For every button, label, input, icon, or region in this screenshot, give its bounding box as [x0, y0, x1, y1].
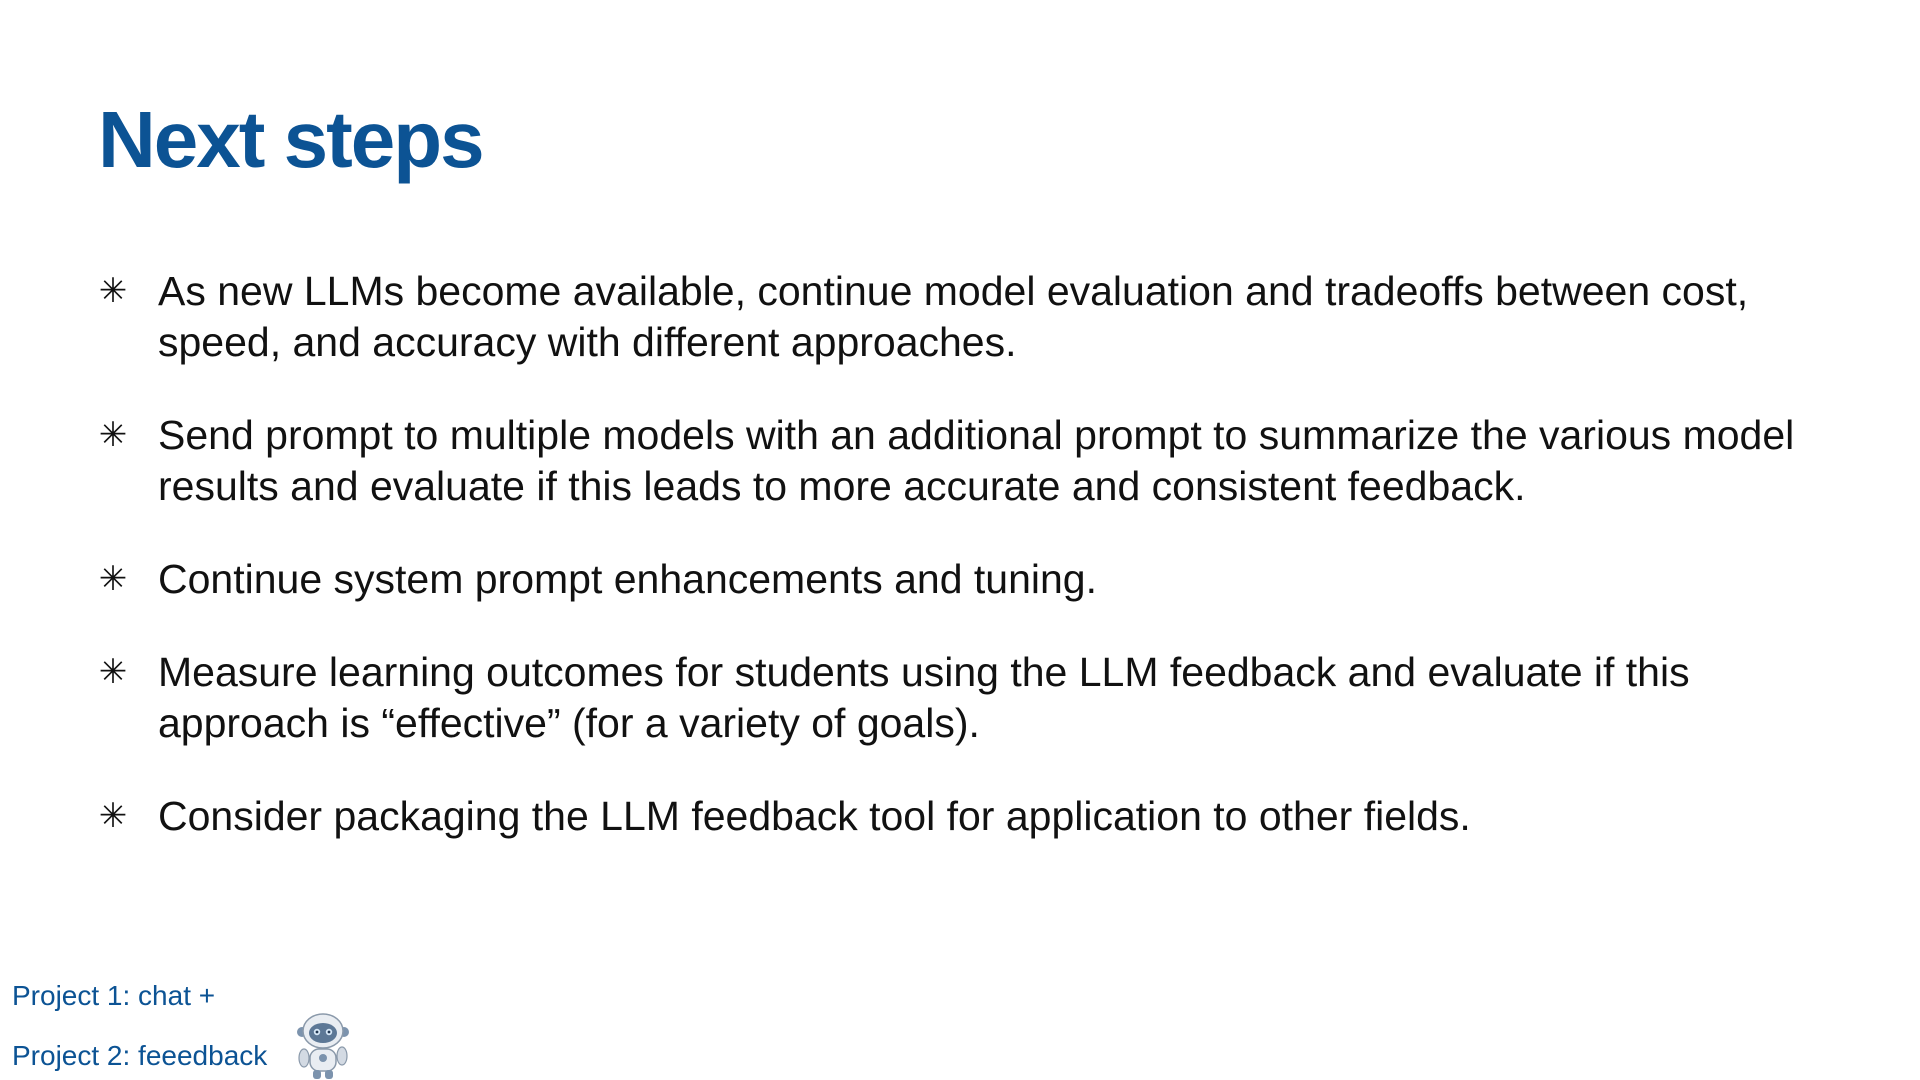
bullet-text: As new LLMs become available, continue model evaluation and tradeoffs between cost, speed, and accuracy with different approaches.: [158, 268, 1749, 365]
bullet-item: [98, 410, 1858, 512]
slide-title: Next steps: [98, 95, 483, 184]
bullet-list: [98, 266, 1858, 884]
bullet-text: Continue system prompt enhancements and tuning.: [158, 556, 1097, 602]
project-1-link[interactable]: Project 1: chat +: [12, 980, 216, 1011]
bullet-item: [98, 791, 1858, 842]
bullet-text: Send prompt to multiple models with an additional prompt to summarize the various model results and evaluate if this leads to more accurate and consistent feedback.: [158, 412, 1795, 509]
asterisk-bullet-icon: ✳: [98, 416, 128, 454]
asterisk-bullet-icon: ✳: [98, 560, 128, 598]
project-2-link[interactable]: Project 2: feeedback: [12, 1040, 268, 1071]
bullet-item: [98, 554, 1858, 605]
asterisk-bullet-icon: ✳: [98, 272, 128, 310]
bullet-text: Consider packaging the LLM feedback tool for application to other fields.: [158, 793, 1471, 839]
asterisk-bullet-icon: ✳: [98, 653, 128, 691]
robot-icon[interactable]: [292, 1012, 354, 1080]
bullet-item: [98, 266, 1858, 368]
bullet-item: [98, 647, 1858, 749]
asterisk-bullet-icon: ✳: [98, 797, 128, 835]
bullet-text: Measure learning outcomes for students using the LLM feedback and evaluate if this approach is “effective” (for a variety of goals).: [158, 649, 1690, 746]
